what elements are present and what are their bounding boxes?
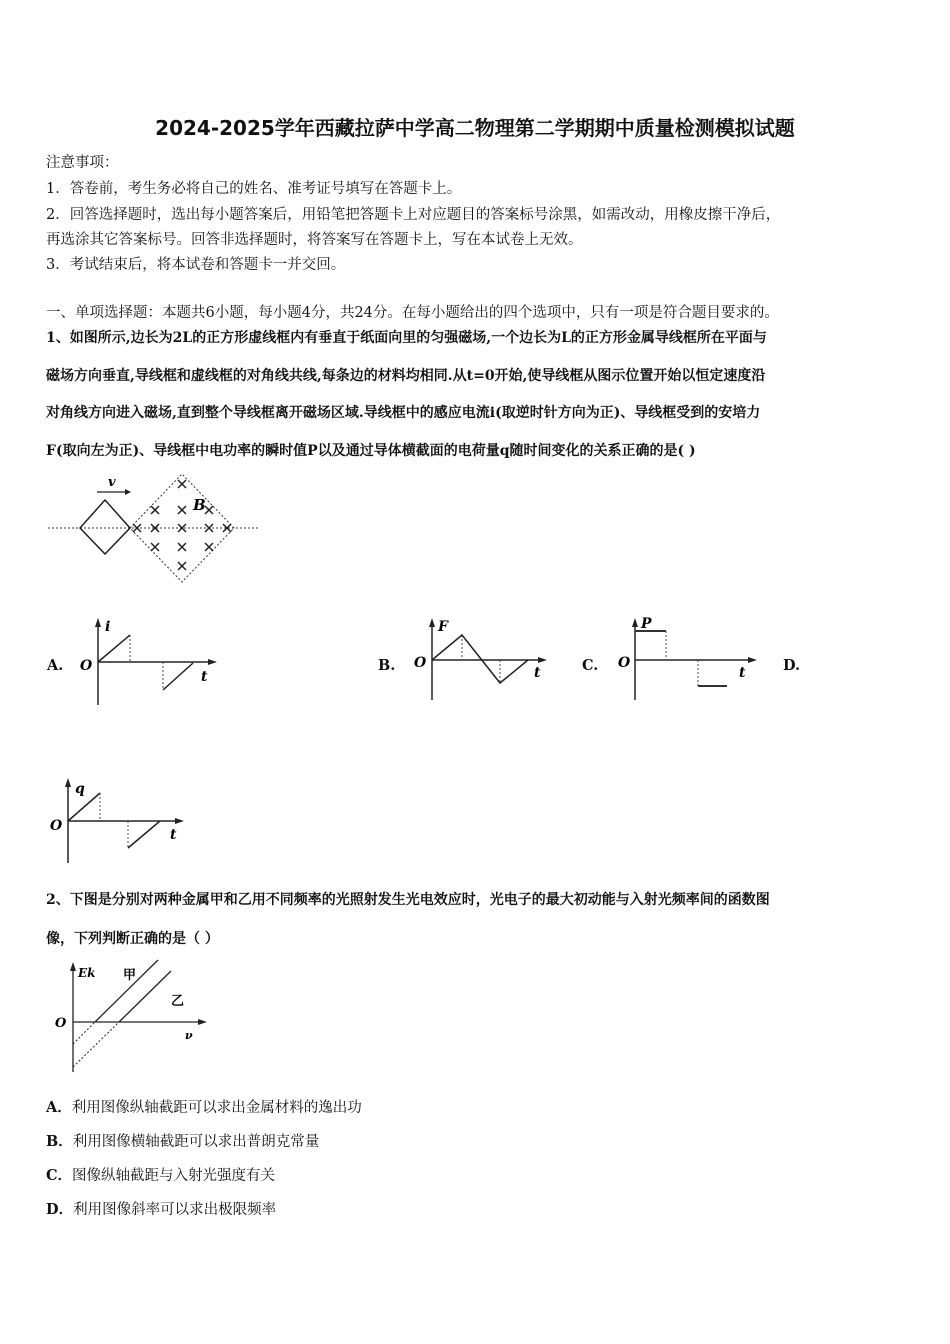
option-d-label[interactable]: D. xyxy=(783,657,801,674)
line-label: 甲 xyxy=(123,968,137,983)
cross-icon xyxy=(151,506,159,514)
cross-icon xyxy=(178,480,186,488)
option-a-graph[interactable] xyxy=(75,615,220,705)
cross-icon xyxy=(178,562,186,570)
origin-label: O xyxy=(414,655,427,671)
option-c-graph[interactable] xyxy=(615,615,760,705)
option-a-label[interactable]: A. xyxy=(47,657,64,674)
option-label: A． xyxy=(46,1099,72,1116)
q1-text: 对角线方向进入磁场,直到整个导线框离开磁场区域.导线框中的感应电流i(取逆时针方向为正)、导线框受到的安培力 xyxy=(46,405,761,421)
axis-label: q xyxy=(75,781,85,797)
option-b-graph[interactable] xyxy=(410,615,555,705)
origin-label: O xyxy=(55,1016,67,1031)
notice-item: 再选涂其它答案标号。回答非选择题时，将答案写在答题卡上，写在本试卷上无效。 xyxy=(46,232,583,248)
notice-item: 3．考试结束后，将本试卷和答题卡一并交回。 xyxy=(46,257,346,273)
axis-label: ν xyxy=(185,1029,193,1042)
section-heading: 一、单项选择题：本题共6小题，每小题4分，共24分。在每小题给出的四个选项中，只有一项是符合题目要求的。 xyxy=(46,305,779,321)
q2-text: 2、下图是分别对两种金属甲和乙用不同频率的光照射发生光电效应时，光电子的最大初动能与入射光频率间的函数图 xyxy=(46,892,770,908)
option-d-graph[interactable] xyxy=(45,775,190,865)
cross-icon xyxy=(178,506,186,514)
origin-label: O xyxy=(50,818,63,834)
wire-loop xyxy=(80,500,130,554)
q2-option-c[interactable] xyxy=(46,1164,275,1185)
cross-icon xyxy=(205,506,213,514)
line-label: 乙 xyxy=(171,994,185,1009)
axis-label: t xyxy=(739,665,746,681)
notice-item: 1．答卷前，考生务必将自己的姓名、准考证号填写在答题卡上。 xyxy=(46,181,462,197)
option-label: B． xyxy=(46,1133,73,1150)
q2-option-a[interactable] xyxy=(46,1096,362,1117)
q1-text: 磁场方向垂直,导线框和虚线框的对角线共线,每条边的材料均相同.从t=0开始,使导线框从图示位置开始以恒定速度沿 xyxy=(46,368,766,384)
option-text: 图像纵轴截距与入射光强度有关 xyxy=(72,1168,276,1184)
option-text: 利用图像斜率可以求出极限频率 xyxy=(73,1202,277,1218)
axis-label: Ek xyxy=(78,966,96,980)
option-c-label[interactable]: C. xyxy=(582,657,599,674)
axis-label: t xyxy=(170,827,177,843)
axis-label: t xyxy=(534,665,541,681)
cross-icon xyxy=(133,524,141,532)
notice-heading: 注意事项： xyxy=(46,155,119,171)
option-label: D． xyxy=(46,1201,74,1218)
option-text: 利用图像纵轴截距可以求出金属材料的逸出功 xyxy=(71,1100,362,1116)
option-text: 利用图像横轴截距可以求出普朗克常量 xyxy=(72,1134,320,1150)
origin-label: O xyxy=(618,655,631,671)
velocity-label: v xyxy=(108,475,116,490)
axis-label: F xyxy=(438,619,448,635)
origin-label: O xyxy=(80,658,93,674)
field-label: B xyxy=(193,496,206,514)
cross-icon xyxy=(178,543,186,551)
notice-item: 2．回答选择题时，选出每小题答案后，用铅笔把答题卡上对应题目的答案标号涂黑，如需改动，用橡皮擦干净后， xyxy=(46,207,781,223)
option-b-label[interactable]: B. xyxy=(378,657,396,674)
cross-icon xyxy=(205,524,213,532)
axis-label: P xyxy=(641,616,652,632)
axis-label: i xyxy=(105,619,111,635)
q2-text: 像，下列判断正确的是（ ） xyxy=(46,931,219,947)
q2-option-b[interactable] xyxy=(46,1130,319,1151)
axis-label: t xyxy=(201,669,208,685)
page-title: 2024-2025学年西藏拉萨中学高二物理第二学期期中质量检测模拟试题 xyxy=(155,116,795,140)
cross-icon xyxy=(151,543,159,551)
q1-figure-magnetic-field xyxy=(45,470,265,590)
cross-icon xyxy=(205,543,213,551)
q1-text: 1、如图所示,边长为2L的正方形虚线框内有垂直于纸面向里的匀强磁场,一个边长为L的正方形金属导线框所在平面与 xyxy=(46,330,767,346)
q1-text: F(取向左为正)、导线框中电功率的瞬时值P以及通过导体横截面的电荷量q随时间变化的关系正确的是( ) xyxy=(46,443,696,459)
option-label: C． xyxy=(46,1167,73,1184)
field-crosses xyxy=(133,480,231,570)
q2-option-d[interactable] xyxy=(46,1198,276,1219)
q2-figure-ek-graph xyxy=(45,955,215,1075)
